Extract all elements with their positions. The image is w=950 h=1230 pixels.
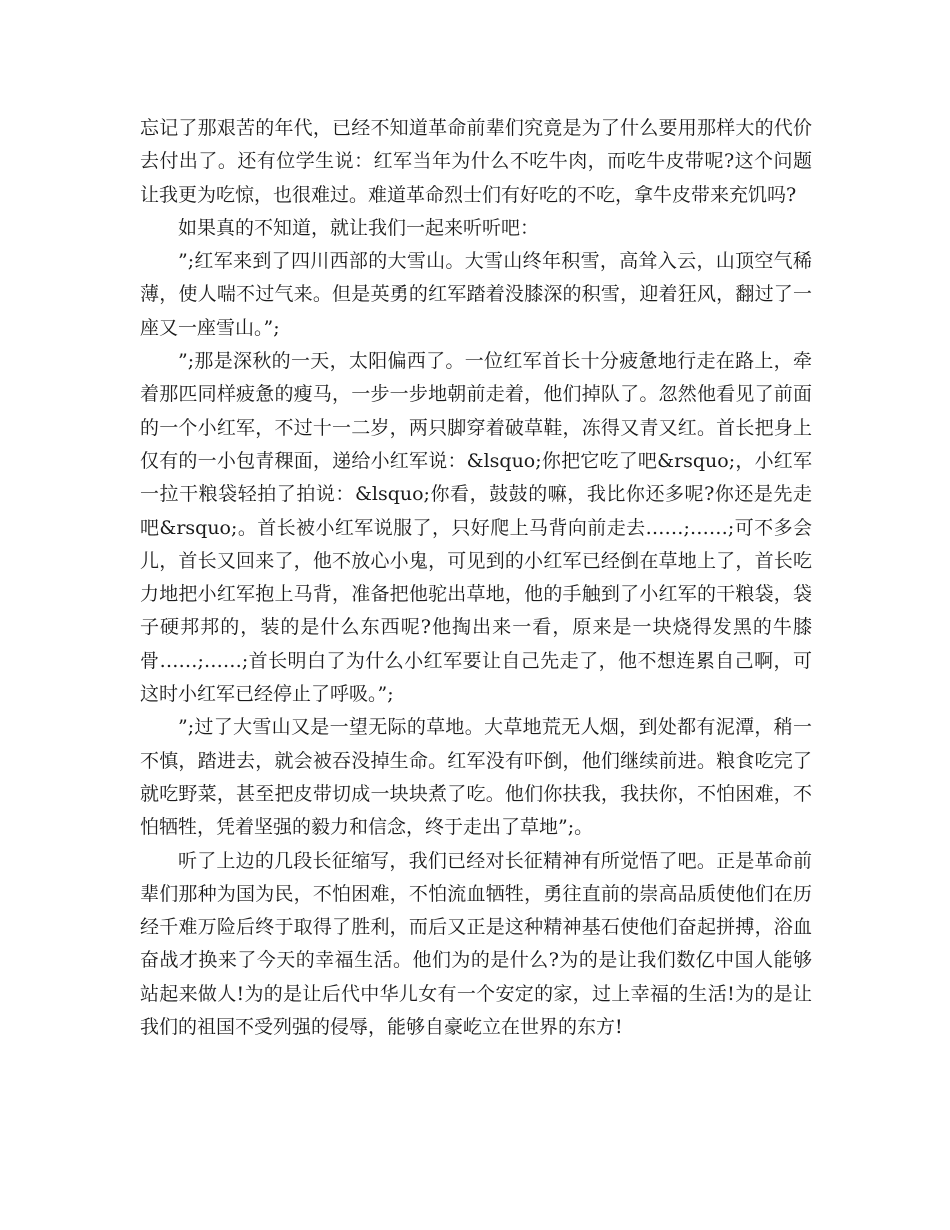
paragraph-4: ”;那是深秋的一天，太阳偏西了。一位红军首长十分疲惫地行走在路上，牵着那匹同样疲惫的瘦马，一步一步地朝前走着，他们掉队了。忽然他看见了前面的一个小红军，不过十一二岁，两只脚穿着破草鞋，冻得又青又红。首长把身上仅有的一小包青稞面，递给小红军说：&lsquo;你把它吃了吧&rsquo;，小红军一拉干粮袋轻拍了拍说：&lsquo;你看，鼓鼓的嘛，我比你还多呢?你还是先走吧&rsquo;。首长被小红军说服了，只好爬上马背向前走去……;……;可不多会儿，首长又回来了，他不放心小鬼，可见到的小红军已经倒在草地上了，首长吃力地把小红军抱上马背，准备把他驼出草地，他的手触到了小红军的干粮袋，袋子硬邦邦的，装的是什么东西呢?他掏出来一看，原来是一块烧得发黑的牛膝骨……;……;首长明白了为什么小红军要让自己先走了，他不想连累自己啊，可这时小红军已经停止了呼吸。”; <box>140 350 812 706</box>
document-body <box>140 112 812 1044</box>
paragraph-3: ”;红军来到了四川西部的大雪山。大雪山终年积雪，高耸入云，山顶空气稀薄，使人喘不过气来。但是英勇的红军踏着没膝深的积雪，迎着狂风，翻过了一座又一座雪山。”; <box>140 250 812 339</box>
paragraph-1: 忘记了那艰苦的年代，已经不知道革命前辈们究竟是为了什么要用那样大的代价去付出了。还有位学生说：红军当年为什么不吃牛肉，而吃牛皮带呢?这个问题让我更为吃惊，也很难过。难道革命烈士们有好吃的不吃，拿牛皮带来充饥吗? <box>140 117 812 206</box>
paragraph-5: ”;过了大雪山又是一望无际的草地。大草地荒无人烟，到处都有泥潭，稍一不慎，踏进去，就会被吞没掉生命。红军没有吓倒，他们继续前进。粮食吃完了就吃野菜，甚至把皮带切成一块块煮了吃。他们你扶我，我扶你，不怕困难，不怕牺牲，凭着坚强的毅力和信念，终于走出了草地”;。 <box>140 716 812 839</box>
paragraph-2: 如果真的不知道，就让我们一起来听听吧： <box>178 216 540 239</box>
paragraph-6: 听了上边的几段长征缩写，我们已经对长征精神有所觉悟了吧。正是革命前辈们那种为国为民，不怕困难，不怕流血牺牲，勇往直前的崇高品质使他们在历经千难万险后终于取得了胜利，而后又正是这种精神基石使他们奋起拼搏，浴血奋战才换来了今天的幸福生活。他们为的是什么?为的是让我们数亿中国人能够站起来做人!为的是让后代中华儿女有一个安定的家，过上幸福的生活!为的是让我们的祖国不受列强的侵辱，能够自豪屹立在世界的东方! <box>140 849 812 1039</box>
